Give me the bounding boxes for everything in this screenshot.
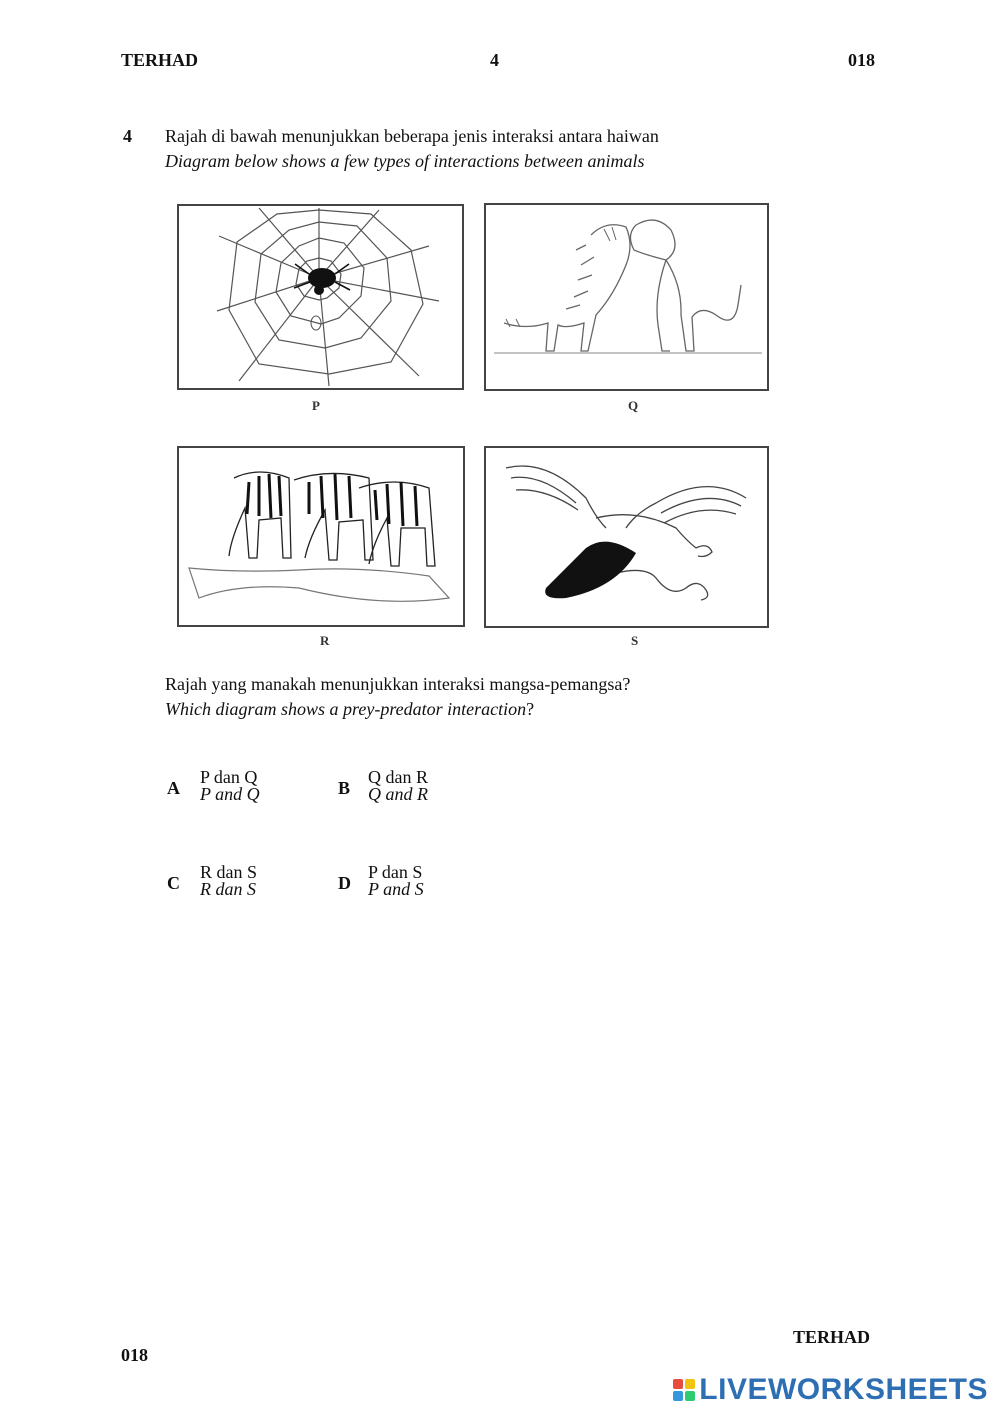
header-code: 018 — [848, 50, 875, 70]
option-b-malay: Q dan R — [368, 767, 428, 787]
option-a-malay: P dan Q — [200, 767, 258, 787]
question-number: 4 — [123, 126, 132, 146]
zebras-icon — [179, 448, 463, 625]
liveworksheets-brand: LIVEWORKSHEETS — [699, 1373, 988, 1406]
tiger-lion-icon — [486, 205, 767, 389]
liveworksheets-logo[interactable] — [673, 1373, 988, 1407]
prompt-question-mark: ? — [526, 699, 535, 719]
page-number: 4 — [490, 50, 499, 70]
footer-code: 018 — [121, 1345, 148, 1365]
option-b-letter[interactable]: B — [338, 778, 351, 798]
option-b-text[interactable] — [368, 769, 428, 803]
option-b-english: Q and R — [368, 784, 428, 804]
question-intro-english: Diagram below shows a few types of interactions between animals — [165, 151, 645, 171]
option-d-malay: P dan S — [368, 862, 423, 882]
option-c-text[interactable] — [200, 864, 257, 898]
prompt-malay: Rajah yang manakah menunjukkan interaksi mangsa-pemangsa? — [165, 674, 631, 694]
option-c-english: R dan S — [200, 879, 256, 899]
option-a-text[interactable] — [200, 769, 260, 803]
option-a-letter[interactable]: A — [167, 778, 180, 798]
option-d-text[interactable] — [368, 864, 424, 898]
diagram-r-label: R — [320, 633, 330, 648]
header-left: TERHAD — [121, 50, 199, 70]
option-d-english: P and S — [368, 879, 424, 899]
prompt-english-text: Which diagram shows a prey-predator interaction — [165, 699, 527, 719]
option-d-letter[interactable]: D — [338, 873, 351, 893]
footer-classification: TERHAD — [793, 1327, 871, 1347]
option-c-malay: R dan S — [200, 862, 258, 882]
diagram-s — [484, 446, 769, 628]
eagle-snake-icon — [486, 448, 767, 626]
question-intro-malay: Rajah di bawah menunjukkan beberapa jenis interaksi antara haiwan — [165, 126, 659, 146]
diagram-r — [177, 446, 465, 627]
diagram-q — [484, 203, 769, 391]
diagram-p — [177, 204, 464, 390]
diagram-s-label: S — [631, 633, 639, 648]
option-c-letter[interactable]: C — [167, 873, 180, 893]
option-a-english: P and Q — [200, 784, 260, 804]
diagram-p-label: P — [312, 398, 320, 413]
spider-web-icon — [179, 206, 462, 388]
liveworksheets-logo-icon — [673, 1379, 695, 1401]
prompt-english — [165, 699, 534, 720]
diagram-q-label: Q — [628, 398, 639, 413]
